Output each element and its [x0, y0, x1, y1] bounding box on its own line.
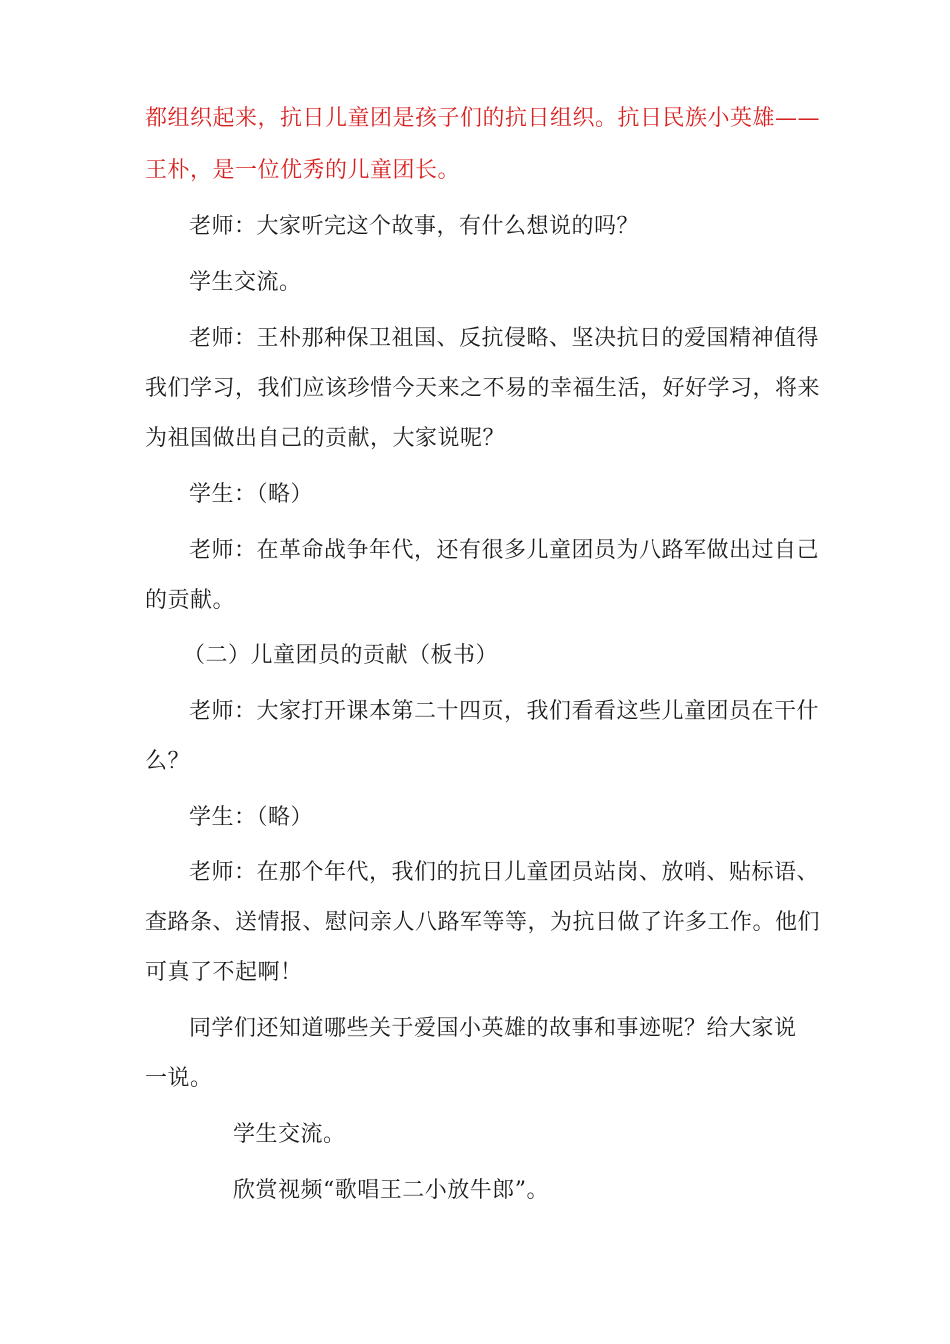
teacher-line: 老师：在那个年代，我们的抗日儿童团员站岗、放哨、贴标语、	[189, 860, 820, 885]
highlighted-text-line: 王朴，是一位优秀的儿童团长。	[145, 158, 461, 183]
teacher-line: 老师：在革命战争年代，还有很多儿童团员为八路军做出过自己	[189, 538, 820, 563]
teacher-line: 可真了不起啊！	[145, 960, 303, 985]
student-line: 学生：（略）	[189, 482, 314, 507]
teacher-line: 的贡献。	[145, 588, 236, 613]
teacher-line: 为祖国做出自己的贡献，大家说呢？	[145, 426, 506, 451]
student-line: 学生交流。	[233, 1122, 346, 1147]
student-line: 学生：（略）	[189, 805, 314, 830]
highlighted-text-line: 都组织起来，抗日儿童团是孩子们的抗日组织。抗日民族小英雄——	[145, 106, 821, 131]
teacher-line: 查路条、送情报、慰问亲人八路军等等，为抗日做了许多工作。他们	[145, 910, 821, 935]
activity-line: 欣赏视频“歌唱王二小放牛郎”。	[233, 1178, 549, 1203]
teacher-line: 老师：大家打开课本第二十四页，我们看看这些儿童团员在干什	[189, 699, 820, 724]
teacher-line: 老师：大家听完这个故事，有什么想说的吗？	[189, 214, 640, 239]
teacher-line: 一说。	[145, 1066, 213, 1091]
teacher-line: 我们学习，我们应该珍惜今天来之不易的幸福生活，好好学习，将来	[145, 376, 821, 401]
teacher-line: 么？	[145, 749, 191, 774]
student-line: 学生交流。	[189, 270, 302, 295]
teacher-line: 老师：王朴那种保卫祖国、反抗侵略、坚决抗日的爱国精神值得	[189, 326, 820, 351]
section-heading: （二）儿童团员的贡献（板书）	[183, 643, 499, 668]
teacher-line: 同学们还知道哪些关于爱国小英雄的故事和事迹呢？给大家说	[189, 1016, 797, 1041]
